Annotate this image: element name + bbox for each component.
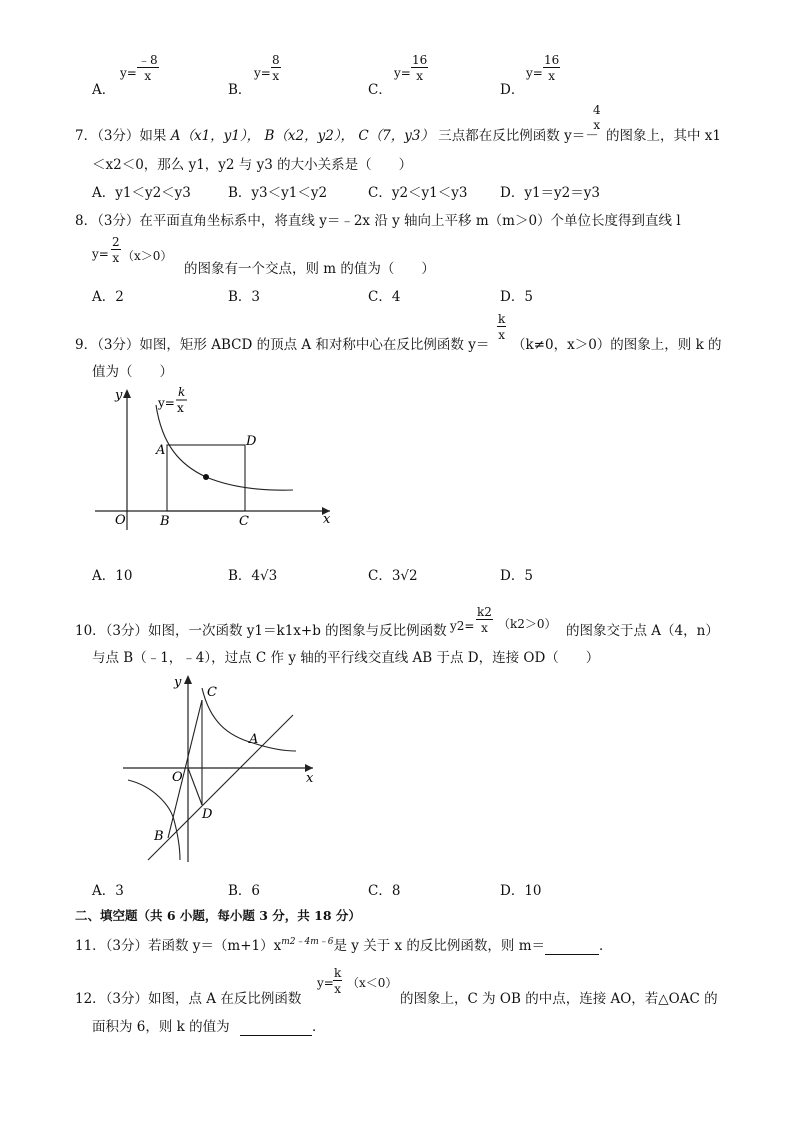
q9-option-a[interactable]: A．10 <box>92 568 133 584</box>
func-num: k <box>178 385 186 399</box>
q10-option-b[interactable]: B．6 <box>228 883 261 899</box>
label-b: B <box>154 829 164 844</box>
q7-line1: 7．（3分）如果 A（x1，y1）， B（x2，y2）， C（7，y3） 三点都在反比例函数 y＝－ <box>75 128 599 144</box>
q10-fraction: $\frac{k2}{x}$ <box>477 605 492 635</box>
q9-line1: 9．（3分）如图，矩形 ABCD 的顶点 A 和对称中心在反比例函数 y＝ <box>75 337 490 353</box>
y-axis-arrow <box>123 389 131 398</box>
q10-option-c[interactable]: C．8 <box>368 883 401 899</box>
label-d: D <box>246 434 257 449</box>
q10-figure <box>118 670 323 865</box>
q8-line1: 8．（3分）在平面直角坐标系中，将直线 y＝﹣2x 沿 y 轴向上平移 m（m＞0）个单位长度得到直线 l <box>75 213 681 229</box>
func-prefix: y= <box>158 396 175 410</box>
q6-b-fraction: $\frac{8}{x}$ <box>272 53 280 83</box>
q12-line1: 12．（3分）如图，点 A 在反比例函数 <box>75 991 302 1007</box>
q12-answer-blank[interactable] <box>240 1019 312 1036</box>
label-c: C <box>207 685 217 700</box>
q9-figure <box>90 385 350 535</box>
y-axis-arrow <box>184 675 192 684</box>
section-heading: 二、填空题（共 6 小题，每小题 3 分，共 18 分） <box>75 908 361 923</box>
q8-line2: 的图象有一个交点，则 m 的值为（ ） <box>184 261 435 277</box>
label-d: D <box>202 807 213 822</box>
label-x: x <box>306 771 314 786</box>
q12-line2: 面积为 6，则 k 的值为 ． <box>92 1019 326 1035</box>
q6-a-fraction: $\frac{﹣8}{x}$ <box>138 53 158 83</box>
q7-option-d[interactable]: D．y1＝y2＝y3 <box>500 185 600 201</box>
label-y: y <box>115 388 123 403</box>
q9-fraction: $\frac{k}{x}$ <box>498 312 506 342</box>
q8-option-b[interactable]: B．3 <box>228 289 261 305</box>
q7-option-b[interactable]: B．y3＜y1＜y2 <box>228 185 328 201</box>
hyperbola-curve <box>156 405 293 490</box>
label-c: C <box>239 514 249 529</box>
q8-option-a[interactable]: A．2 <box>92 289 124 305</box>
q11-answer-blank[interactable] <box>545 938 599 955</box>
q9-line1-end: （k≠0，x＞0）的图象上，则 k 的 <box>512 337 722 353</box>
label-a: A <box>249 732 259 747</box>
q11-line: 11．（3分）若函数 $y=(m+1)x^{m2﹣4m﹣6}$是 y 关于 x 的反比例函数，则 m＝ ． <box>75 937 613 954</box>
q8-option-c[interactable]: C．4 <box>368 289 401 305</box>
line-bc <box>168 700 202 838</box>
q12-line1-end: 的图象上，C 为 OB 的中点，连接 AO，若△OAC 的 <box>400 991 718 1007</box>
q10-line2: 与点 B（﹣1，﹣4），过点 C 作 y 轴的平行线交直线 AB 于点 D，连接 OD（ ） <box>92 650 600 666</box>
q11-exponent: m2﹣4m﹣6 <box>281 937 334 947</box>
q6-d-fraction: $\frac{16}{x}$ <box>544 53 560 83</box>
q6-c-fraction: $\frac{16}{x}$ <box>412 53 428 83</box>
func-den: x <box>177 401 184 415</box>
q10-option-a[interactable]: A．3 <box>92 883 124 899</box>
label-b: B <box>160 514 170 529</box>
q7-option-c[interactable]: C．y2＜y1＜y3 <box>368 185 468 201</box>
q12-fraction: $\frac{k}{x}$ <box>334 966 342 996</box>
label-o: O <box>172 770 183 785</box>
q9-line2: 值为（ ） <box>92 364 173 380</box>
q10-line1-end: 的图象交于点 A（4，n） <box>566 623 719 639</box>
center-point <box>203 474 209 480</box>
label-o: O <box>115 513 126 528</box>
q8-option-d[interactable]: D．5 <box>500 289 533 305</box>
line-ab <box>148 715 293 860</box>
q7-line2: ＜x2＜0，那么 y1，y2 与 y3 的大小关系是（ ） <box>92 157 413 173</box>
q7-fraction: 4 x <box>593 103 601 132</box>
label-y: y <box>174 675 182 690</box>
q9-option-c[interactable]: C．3√2 <box>368 568 418 584</box>
q7-line1-end: 的图象上，其中 x1 <box>606 128 721 144</box>
line-od <box>188 768 202 805</box>
q10-option-d[interactable]: D．10 <box>500 883 542 899</box>
q9-option-d[interactable]: D．5 <box>500 568 533 584</box>
q7-option-a[interactable]: A．y1＜y2＜y3 <box>92 185 191 201</box>
q10-line1: 10．（3分）如图，一次函数 y1＝k1x+b 的图象与反比例函数 <box>75 623 447 639</box>
q9-option-b[interactable]: B．4√3 <box>228 568 278 584</box>
label-x: x <box>323 512 331 527</box>
q8-fraction: $\frac{2}{x}$ <box>112 235 120 265</box>
label-a: A <box>156 443 166 458</box>
